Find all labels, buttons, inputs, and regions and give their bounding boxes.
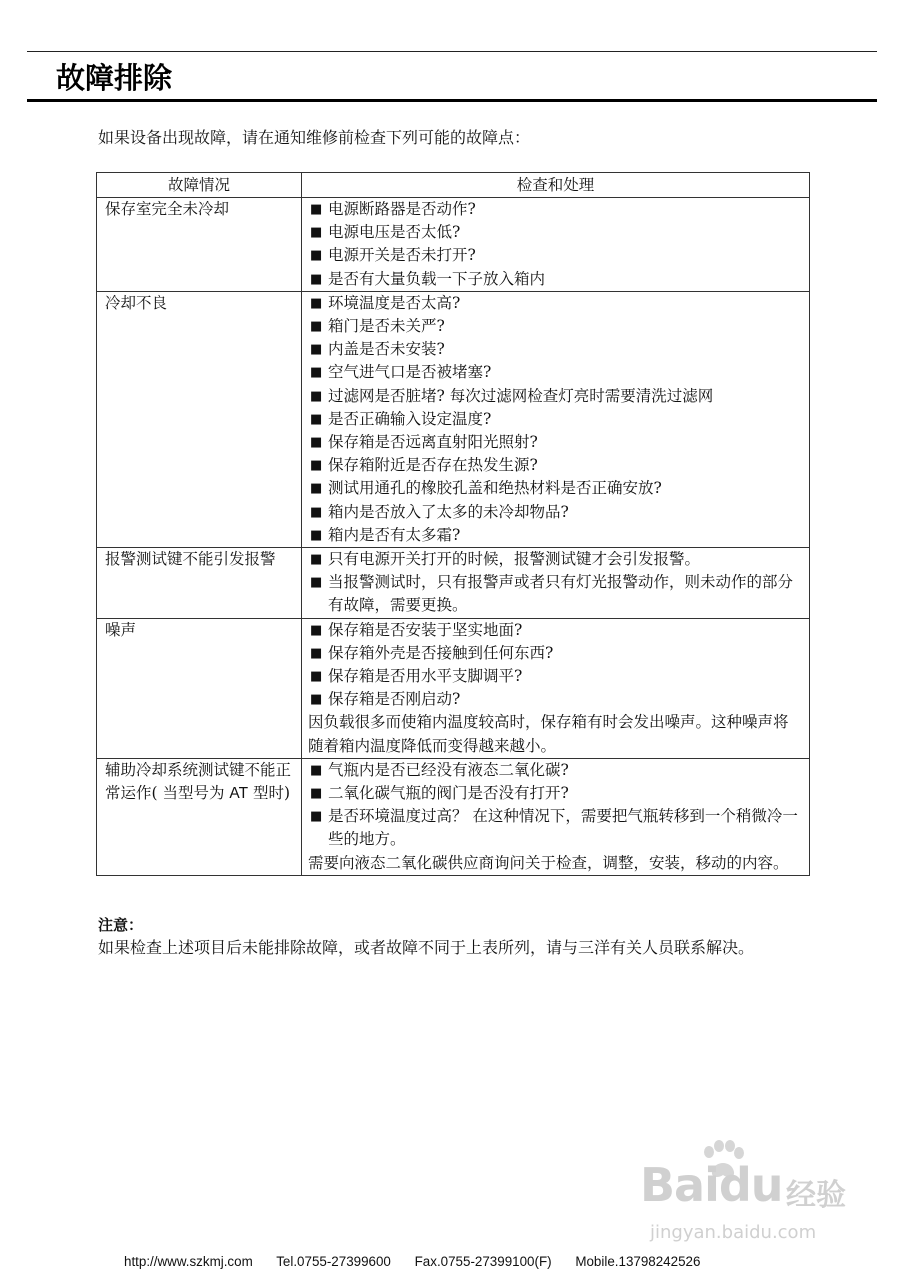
check-item-text: 箱内是否放入了太多的未冷却物品? — [328, 502, 569, 521]
table-body — [97, 198, 810, 876]
fault-cell: 保存室完全未冷却 — [97, 198, 302, 292]
check-note: 需要向液态二氧化碳供应商询问关于检查，调整，安装，移动的内容。 — [308, 853, 789, 872]
check-item — [308, 338, 803, 361]
top-rule — [27, 51, 877, 52]
check-item-text: 电源电压是否太低? — [328, 223, 461, 242]
footer-fax: Fax.0755-27399100(F) — [414, 1254, 552, 1269]
check-item — [308, 524, 803, 547]
check-cell — [302, 198, 810, 292]
watermark-url: jingyan.baidu.com — [650, 1222, 817, 1243]
square-bullet-icon: ■ — [310, 225, 323, 241]
table-row — [97, 758, 810, 875]
check-item — [308, 385, 803, 408]
footer-mobile: Mobile.13798242526 — [575, 1254, 701, 1269]
title-underline — [27, 99, 877, 102]
check-item — [308, 268, 803, 291]
square-bullet-icon: ■ — [310, 248, 323, 264]
square-bullet-icon: ■ — [310, 388, 323, 404]
square-bullet-icon: ■ — [310, 365, 323, 381]
header-fault: 故障情况 — [97, 173, 302, 198]
square-bullet-icon: ■ — [310, 435, 323, 451]
intro-text: 如果设备出现故障，请在通知维修前检查下列可能的故障点： — [98, 128, 531, 147]
check-item — [308, 501, 803, 524]
square-bullet-icon: ■ — [310, 669, 323, 685]
check-item — [308, 198, 803, 221]
check-item-text: 电源开关是否未打开? — [328, 246, 476, 265]
square-bullet-icon: ■ — [310, 319, 323, 335]
table-header-row — [97, 173, 810, 198]
page-title: 故障排除 — [56, 61, 173, 95]
check-item-text: 空气进气口是否被堵塞? — [328, 363, 492, 382]
square-bullet-icon: ■ — [310, 458, 323, 474]
check-item — [308, 477, 803, 500]
check-item — [308, 548, 803, 571]
check-item-text: 保存箱附近是否存在热发生源? — [328, 456, 538, 475]
check-item-text: 是否环境温度过高？ 在这种情况下，需要把气瓶转移到一个稍微冷一些的地方。 — [328, 807, 798, 849]
check-item — [308, 292, 803, 315]
note-label: 注意： — [98, 916, 144, 934]
square-bullet-icon: ■ — [310, 552, 323, 568]
fault-text-part: 型时) — [248, 784, 291, 803]
check-item — [308, 642, 803, 665]
check-item-text: 箱内是否有太多霜? — [328, 525, 461, 544]
watermark-suffix: 经验 — [786, 1178, 846, 1213]
fault-cell: 报警测试键不能引发报警 — [97, 548, 302, 619]
check-item — [308, 454, 803, 477]
check-cell — [302, 291, 810, 547]
check-item — [308, 805, 803, 851]
square-bullet-icon: ■ — [310, 504, 323, 520]
check-item-text: 保存箱是否安装于坚实地面? — [328, 620, 523, 639]
check-item — [308, 782, 803, 805]
check-item-text: 测试用通孔的橡胶孔盖和绝热材料是否正确安放? — [328, 479, 662, 498]
square-bullet-icon: ■ — [310, 622, 323, 638]
check-item-text: 当报警测试时，只有报警声或者只有灯光报警动作，则未动作的部分有故障，需要更换。 — [328, 573, 794, 615]
check-item-text: 过滤网是否脏堵? 每次过滤网检查灯亮时需要清洗过滤网 — [328, 386, 714, 405]
square-bullet-icon: ■ — [310, 271, 323, 287]
check-item — [308, 665, 803, 688]
fault-cell: 冷却不良 — [97, 291, 302, 547]
check-item — [308, 759, 803, 782]
square-bullet-icon: ■ — [310, 295, 323, 311]
watermark-logo: Baidu — [640, 1158, 783, 1212]
troubleshooting-table — [96, 172, 810, 876]
header-check: 检查和处理 — [302, 173, 810, 198]
check-item — [308, 571, 803, 617]
square-bullet-icon: ■ — [310, 411, 323, 427]
check-item-text: 是否有大量负载一下子放入箱内 — [328, 269, 546, 288]
fault-text-part: AT — [229, 785, 249, 803]
check-item-text: 二氧化碳气瓶的阀门是否没有打开? — [328, 784, 569, 803]
check-item-text: 保存箱是否刚启动? — [328, 690, 461, 709]
square-bullet-icon: ■ — [310, 762, 323, 778]
check-item-text: 保存箱是否远离直射阳光照射? — [328, 433, 538, 452]
check-cell — [302, 618, 810, 758]
check-item — [308, 408, 803, 431]
fault-cell: 噪声 — [97, 618, 302, 758]
baidu-watermark — [640, 1140, 870, 1250]
check-item-text: 只有电源开关打开的时候，报警测试键才会引发报警。 — [328, 550, 701, 569]
table-row — [97, 548, 810, 619]
check-item-text: 电源断路器是否动作? — [328, 200, 476, 218]
check-item — [308, 619, 803, 642]
check-item — [308, 221, 803, 244]
table-row — [97, 291, 810, 547]
table-row — [97, 198, 810, 292]
note-text: 如果检查上述项目后未能排除故障，或者故障不同于上表所列，请与三洋有关人员联系解决。 — [98, 938, 755, 957]
square-bullet-icon: ■ — [310, 575, 323, 591]
check-cell — [302, 548, 810, 619]
square-bullet-icon: ■ — [310, 692, 323, 708]
footer-website[interactable]: http://www.szkmj.com — [124, 1254, 253, 1269]
check-item-text: 保存箱是否用水平支脚调平? — [328, 667, 523, 686]
check-item-text: 箱门是否未关严? — [328, 317, 445, 336]
square-bullet-icon: ■ — [310, 809, 323, 825]
check-item-text: 保存箱外壳是否接触到任何东西? — [328, 643, 554, 662]
check-item-text: 是否正确输入设定温度? — [328, 409, 492, 428]
square-bullet-icon: ■ — [310, 645, 323, 661]
table-row — [97, 618, 810, 758]
check-cell — [302, 758, 810, 875]
check-item-text: 环境温度是否太高? — [328, 293, 461, 312]
square-bullet-icon: ■ — [310, 481, 323, 497]
square-bullet-icon: ■ — [310, 527, 323, 543]
square-bullet-icon: ■ — [310, 202, 323, 217]
check-note: 因负载很多而使箱内温度较高时，保存箱有时会发出噪声。这种噪声将随着箱内温度降低而变得越来越小。 — [308, 713, 789, 755]
check-item — [308, 244, 803, 267]
check-item — [308, 315, 803, 338]
check-item — [308, 361, 803, 384]
footer-contact — [124, 1253, 844, 1271]
fault-cell — [97, 758, 302, 875]
footer-tel: Tel.0755-27399600 — [276, 1254, 391, 1269]
square-bullet-icon: ■ — [310, 786, 323, 802]
check-item-text: 气瓶内是否已经没有液态二氧化碳? — [328, 760, 569, 779]
check-item — [308, 431, 803, 454]
square-bullet-icon: ■ — [310, 342, 323, 358]
fault-text-part: 辅助冷却系统测试键不能正常运作( 当型号为 — [105, 760, 292, 803]
check-item — [308, 688, 803, 711]
check-item-text: 内盖是否未安装? — [328, 340, 445, 359]
